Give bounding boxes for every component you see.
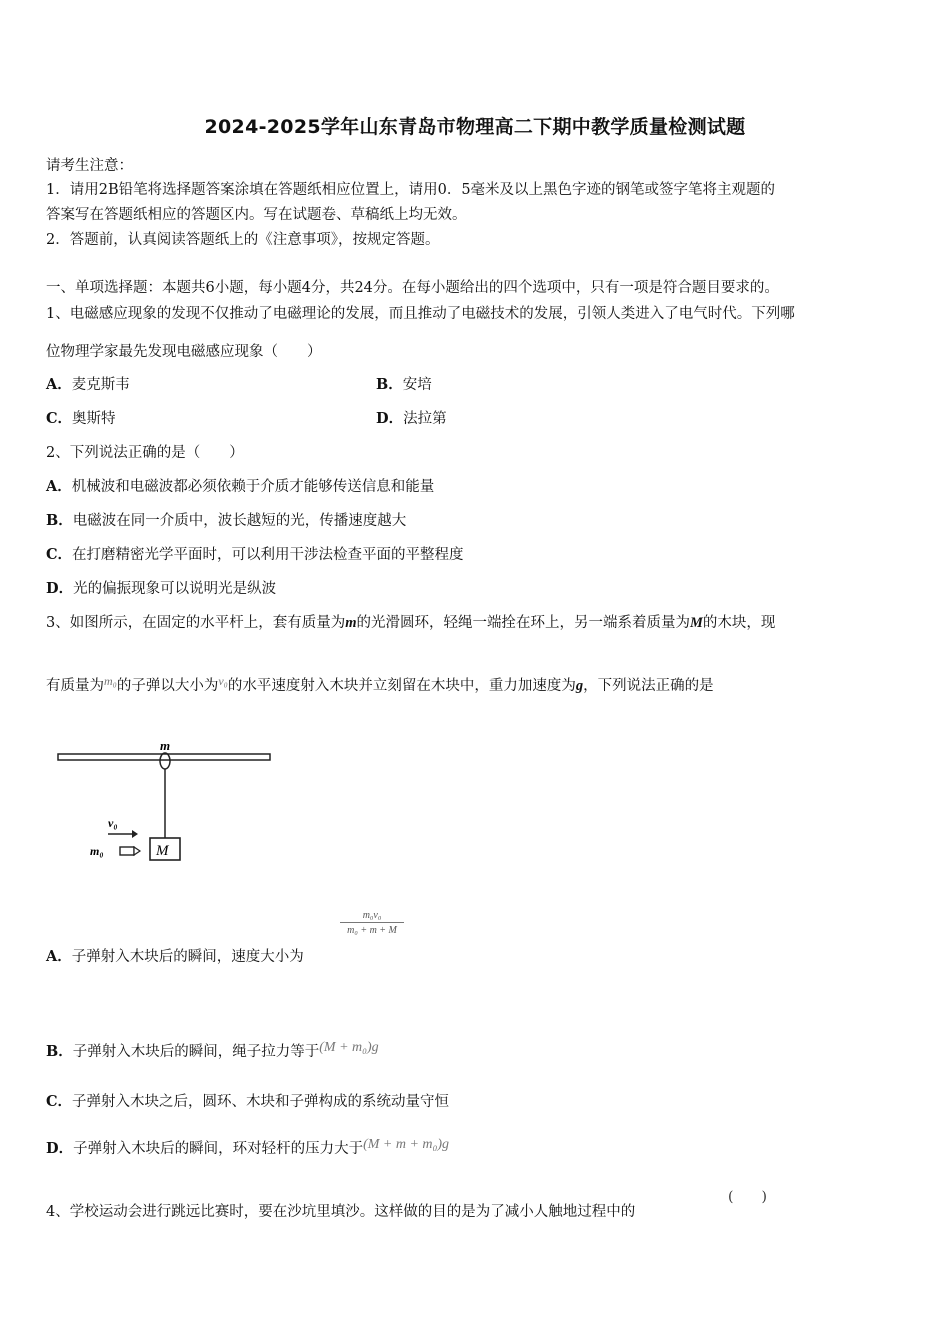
q3-stem-1b: 的光滑圆环，轻绳一端拴在环上，另一端系着质量为 — [356, 615, 691, 631]
q3-stem-2b: 的子弹以大小为 — [116, 678, 219, 694]
q2-option-d-label: D． — [46, 580, 74, 597]
q2-option-c — [46, 543, 464, 564]
q2-option-a-text: 机械波和电磁波都必须依赖于介质才能够传送信息和能量 — [71, 479, 435, 495]
q3-option-d-math: (M + m + m₀)g — [363, 1137, 450, 1152]
q3-stem-line-1 — [46, 611, 775, 632]
q3-option-c-label: C． — [46, 1093, 73, 1110]
q1-option-a-label: A． — [46, 376, 72, 393]
notice-line-1: 1．请用2B铅笔将选择题答案涂填在答题纸相应位置上，请用0．5毫米及以上黑色字迹的钢笔或签字笔将主观题的 — [46, 182, 776, 198]
q1-stem-line-2: 位物理学家最先发现电磁感应现象（ ） — [46, 344, 322, 360]
fraction-denominator: m₀ + m + M — [347, 925, 397, 936]
q3-option-a-label: A． — [46, 948, 72, 965]
q3-stem-line-2 — [46, 674, 714, 695]
q1-option-b-label: B． — [376, 376, 403, 393]
q2-option-c-text: 在打磨精密光学平面时，可以利用干涉法检查平面的平整程度 — [72, 547, 464, 563]
q2-option-b-label: B． — [46, 512, 73, 529]
q1-option-c-label: C． — [46, 410, 73, 427]
notice-line-2: 答案写在答题纸相应的答题区内。写在试题卷、草稿纸上均无效。 — [46, 207, 467, 223]
q3-option-b — [46, 1040, 379, 1061]
velocity-label: v₀ — [108, 816, 118, 830]
q3-var-g: g — [575, 678, 584, 694]
bullet-tip — [134, 847, 140, 855]
q3-option-a — [46, 945, 304, 966]
q2-option-a-label: A． — [46, 478, 72, 495]
q3-option-a-fraction — [340, 910, 404, 936]
q3-option-d — [46, 1137, 449, 1158]
q3-var-M: M — [690, 615, 703, 631]
q2-stem: 2、下列说法正确的是（ ） — [46, 445, 244, 461]
bullet-label: m₀ — [90, 844, 104, 858]
q2-option-b — [46, 509, 406, 530]
q1-option-a — [46, 373, 130, 394]
q1-option-d-label: D． — [376, 410, 404, 427]
q3-var-v0: v₀ — [218, 674, 228, 688]
bullet — [120, 847, 134, 855]
q1-option-c — [46, 407, 116, 428]
q3-option-b-label: B． — [46, 1043, 73, 1060]
q2-option-d-text: 光的偏振现象可以说明光是纵波 — [73, 581, 277, 597]
q3-option-b-text: 子弹射入木块后的瞬间，绳子拉力等于 — [72, 1044, 320, 1060]
q4-answer-paren: ( ) — [728, 1189, 767, 1205]
ring-label: m — [160, 738, 171, 753]
q3-stem-2c: 的水平速度射入木块并立刻留在木块中，重力加速度为 — [227, 678, 576, 694]
q1-option-c-text: 奥斯特 — [72, 411, 116, 427]
q3-option-c — [46, 1090, 449, 1111]
q3-stem-2d: ，下列说法正确的是 — [583, 678, 714, 694]
notice-heading: 请考生注意： — [46, 158, 133, 174]
q3-figure — [52, 730, 278, 870]
q3-option-b-math: (M + m₀)g — [319, 1040, 379, 1055]
q1-option-d — [376, 407, 447, 428]
velocity-arrow-head — [132, 830, 138, 838]
q4-stem: 4、学校运动会进行跳远比赛时，要在沙坑里填沙。这样做的目的是为了减小人触地过程中的 — [46, 1204, 636, 1220]
q1-option-b — [376, 373, 432, 394]
q3-var-m0: m₀ — [104, 674, 117, 688]
q3-stem-1a: 3、如图所示，在固定的水平杆上，套有质量为 — [46, 615, 346, 631]
q3-option-c-text: 子弹射入木块之后，圆环、木块和子弹构成的系统动量守恒 — [72, 1094, 450, 1110]
horizontal-rod — [58, 754, 270, 760]
q2-option-a — [46, 475, 434, 496]
q2-option-b-text: 电磁波在同一介质中，波长越短的光，传播速度越大 — [72, 513, 407, 529]
q3-stem-1c: 的木块，现 — [702, 615, 776, 631]
q3-option-d-label: D． — [46, 1140, 74, 1157]
q3-option-d-text: 子弹射入木块后的瞬间，环对轻杆的压力大于 — [73, 1141, 364, 1157]
q2-option-d — [46, 577, 276, 598]
block-label: M — [156, 843, 169, 859]
q1-stem-line-1: 1、电磁感应现象的发现不仅推动了电磁理论的发展，而且推动了电磁技术的发展，引领人类进入了电气时代。下列哪 — [46, 306, 795, 322]
q3-option-a-text: 子弹射入木块后的瞬间，速度大小为 — [71, 949, 304, 965]
q2-option-c-label: C． — [46, 546, 73, 563]
q1-option-a-text: 麦克斯韦 — [71, 377, 130, 393]
fraction-numerator: m₀v₀ — [340, 910, 404, 923]
section-heading: 一、单项选择题：本题共6小题，每小题4分，共24分。在每小题给出的四个选项中，只有一项是符合题目要求的。 — [46, 280, 779, 296]
notice-line-3: 2．答题前，认真阅读答题纸上的《注意事项》，按规定答题。 — [46, 232, 440, 248]
q1-option-d-text: 法拉第 — [403, 411, 447, 427]
q3-stem-2a: 有质量为 — [46, 678, 104, 694]
page-title: 2024-2025学年山东青岛市物理高二下期中教学质量检测试题 — [204, 116, 746, 138]
q3-var-m: m — [345, 615, 357, 631]
q1-option-b-text: 安培 — [402, 377, 432, 393]
